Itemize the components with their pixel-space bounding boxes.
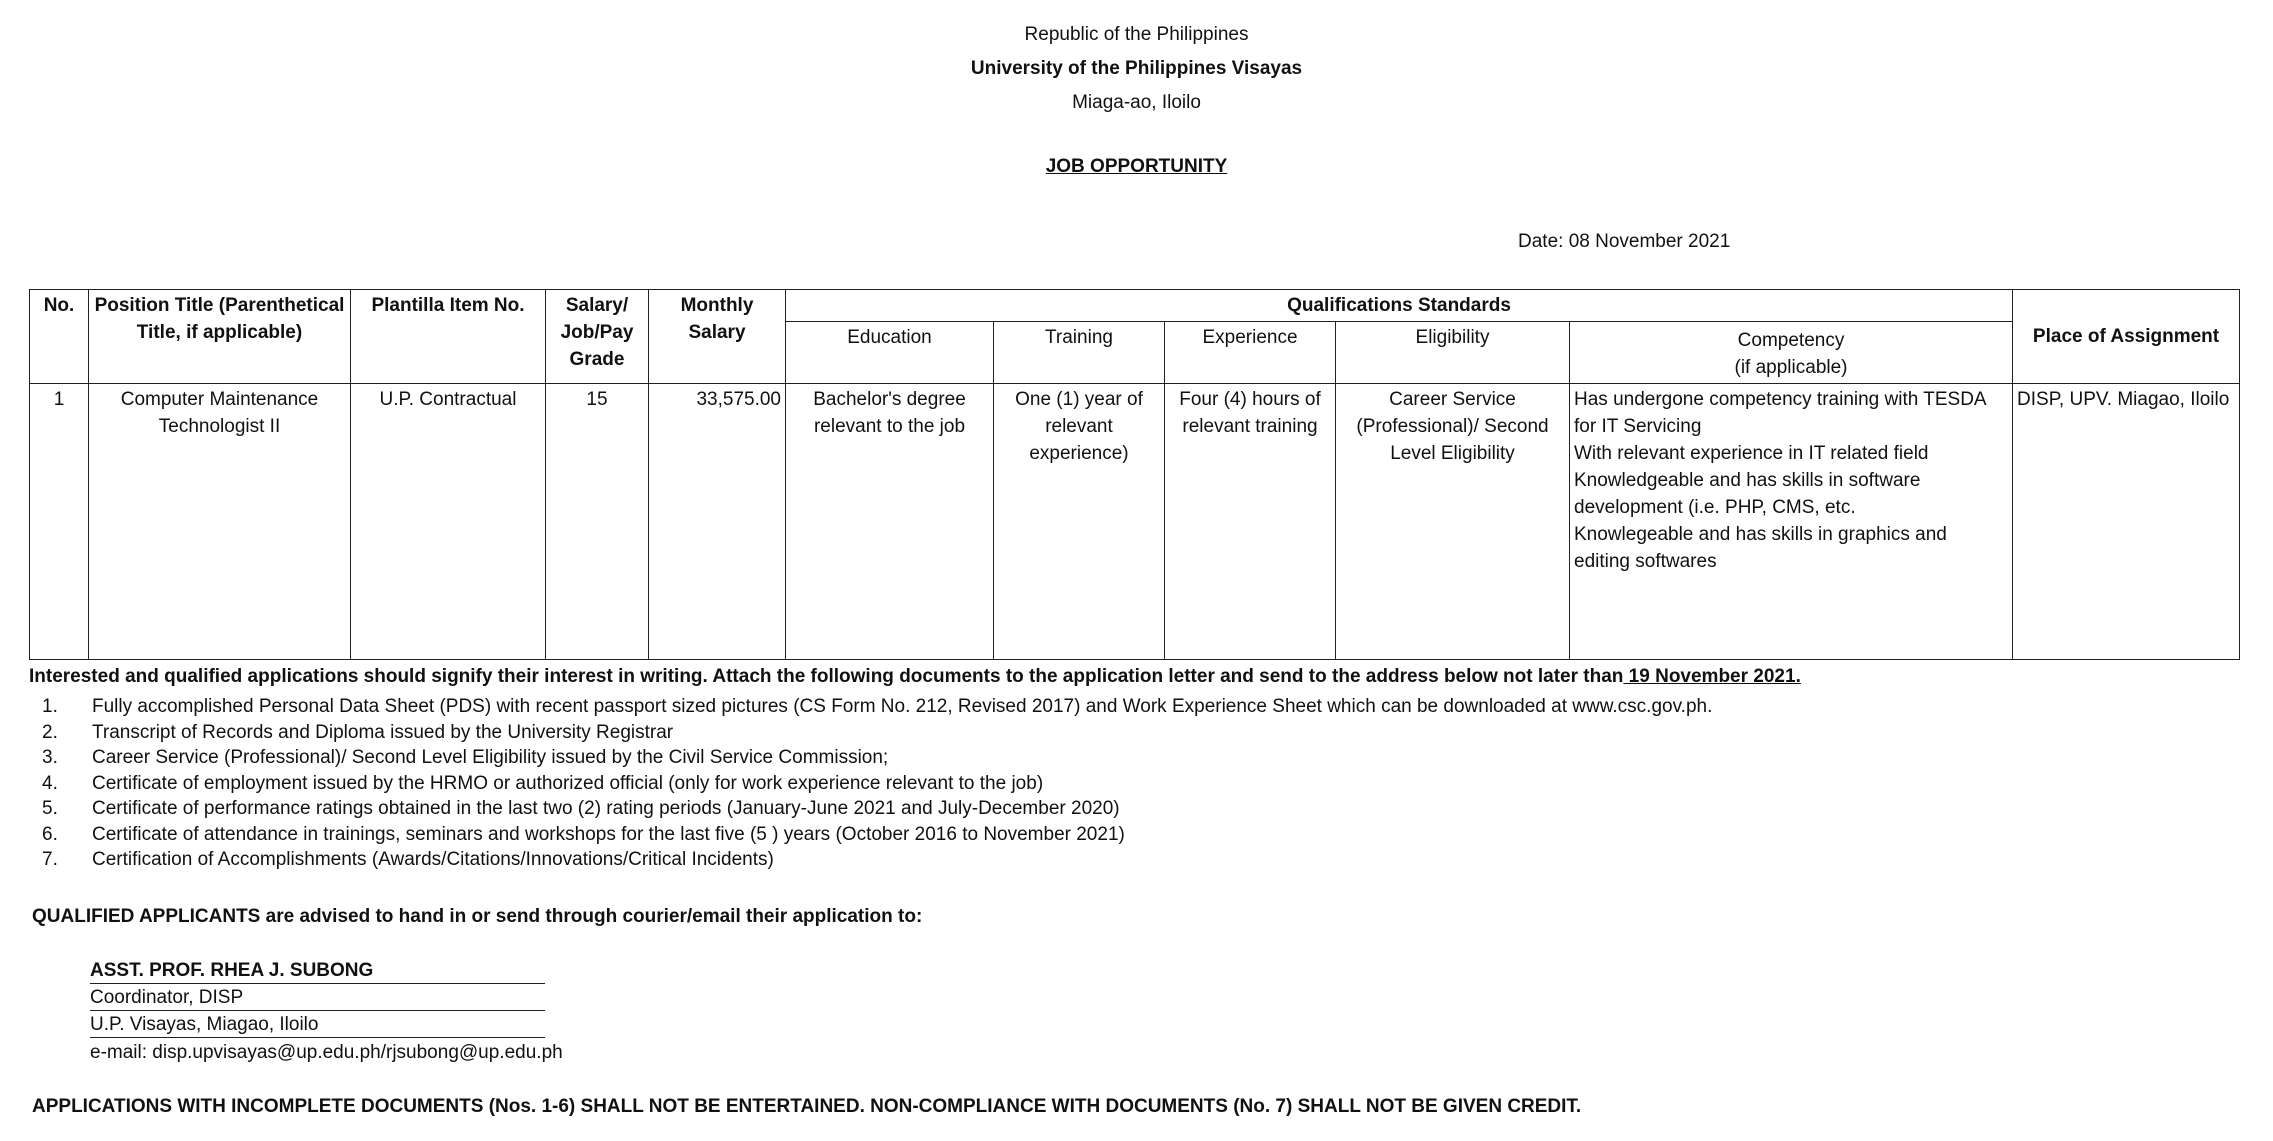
cell-no: 1	[30, 384, 89, 660]
competency-line: With relevant experience in IT related field	[1574, 443, 1929, 464]
intro-text: Interested and qualified applications should signify their interest in writing. Attach the following documents to the application letter and send to the address below not later than	[29, 666, 1624, 687]
list-item: 5. Certificate of performance ratings obtained in the last two (2) rating periods (January-June 2021 and July-December 2020)	[42, 798, 1120, 819]
list-item: 6. Certificate of attendance in trainings, seminars and workshops for the last five (5 ) years (October 2016 to November 2021)	[42, 823, 1125, 845]
list-item: 3. Career Service (Professional)/ Second Level Eligibility issued by the Civil Service Commission;	[42, 747, 889, 768]
cell-education: Bachelor's degree relevant to the job	[786, 384, 994, 660]
list-item: 4. Certificate of employment issued by the HRMO or authorized official (only for work experience relevant to the job)	[42, 772, 1044, 794]
cell-experience: Four (4) hours of relevant training	[1165, 384, 1336, 660]
advice-text: QUALIFIED APPLICANTS are advised to hand in or send through courier/email their application to:	[32, 906, 923, 927]
page-title	[0, 156, 2273, 178]
cell-monthly-salary: 33,575.00	[649, 384, 786, 660]
contact-name: ASST. PROF. RHEA J. SUBONG	[90, 958, 545, 984]
location-line: Miaga-ao, Iloilo	[1072, 92, 1201, 113]
date-label: Date:	[1518, 231, 1564, 252]
header-no: No.	[30, 290, 89, 384]
contact-address: U.P. Visayas, Miagao, Iloilo	[90, 1012, 545, 1038]
instructions-intro	[29, 666, 1801, 688]
cell-competency	[1570, 384, 2013, 660]
competency-line: editing softwares	[1574, 551, 1717, 572]
contact-title: Coordinator, DISP	[90, 985, 545, 1011]
cell-salary-grade: 15	[546, 384, 649, 660]
header-experience: Experience	[1165, 322, 1336, 384]
date-line	[1518, 231, 1730, 253]
header-qualifications: Qualifications Standards	[786, 290, 2013, 322]
header-monthly-salary: Monthly Salary	[649, 290, 786, 384]
deadline: 19 November 2021.	[1623, 666, 1801, 687]
competency-line: development (i.e. PHP, CMS, etc.	[1574, 497, 1856, 518]
list-item: 7. Certification of Accomplishments (Awards/Citations/Innovations/Critical Incidents)	[42, 849, 774, 870]
competency-line: Knowledgeable and has skills in software	[1574, 470, 1921, 491]
job-table	[29, 289, 2240, 660]
cell-plantilla: U.P. Contractual	[351, 384, 546, 660]
country-line: Republic of the Philippines	[1024, 24, 1249, 45]
contact-email: e-mail: disp.upvisayas@up.edu.ph/rjsubong@up.edu.ph	[90, 1042, 563, 1063]
university-name: University of the Philippines Visayas	[970, 58, 1303, 79]
table-row	[30, 384, 2240, 660]
competency-line: Knowlegeable and has skills in graphics and	[1574, 524, 1947, 545]
header-eligibility: Eligibility	[1336, 322, 1570, 384]
cell-position: Computer Maintenance Technologist II	[89, 384, 351, 660]
list-item: 2. Transcript of Records and Diploma issued by the University Registrar	[42, 721, 674, 743]
cell-eligibility: Career Service (Professional)/ Second Level Eligibility	[1336, 384, 1570, 660]
header-place: Place of Assignment	[2013, 290, 2240, 384]
header-position-title: Position Title (Parenthetical Title, if applicable)	[89, 290, 351, 384]
header-competency: Competency (if applicable)	[1570, 322, 2013, 384]
document-list	[42, 694, 1712, 873]
footer-warning: APPLICATIONS WITH INCOMPLETE DOCUMENTS (Nos. 1-6) SHALL NOT BE ENTERTAINED. NON-COMPLIANCE WITH DOCUMENTS (No. 7) SHALL NOT BE GIVEN CREDIT.	[32, 1096, 1582, 1117]
header-plantilla: Plantilla Item No.	[351, 290, 546, 384]
header-education: Education	[786, 322, 994, 384]
competency-line: for IT Servicing	[1574, 416, 1702, 437]
cell-place: DISP, UPV. Miagao, Iloilo	[2013, 384, 2240, 660]
competency-line: Has undergone competency training with TESDA	[1574, 389, 1987, 410]
header-training: Training	[994, 322, 1165, 384]
date-value: 08 November 2021	[1568, 231, 1731, 252]
list-item: 1. Fully accomplished Personal Data Sheet (PDS) with recent passport sized pictures (CS Form No. 212, Revised 2017) and Work Experience Sheet which can be downloaded at www.csc.gov.ph.	[42, 696, 1713, 717]
header-salary-grade: Salary/ Job/Pay Grade	[546, 290, 649, 384]
job-opportunity-heading: JOB OPPORTUNITY	[1045, 156, 1228, 177]
cell-training: One (1) year of relevant experience)	[994, 384, 1165, 660]
